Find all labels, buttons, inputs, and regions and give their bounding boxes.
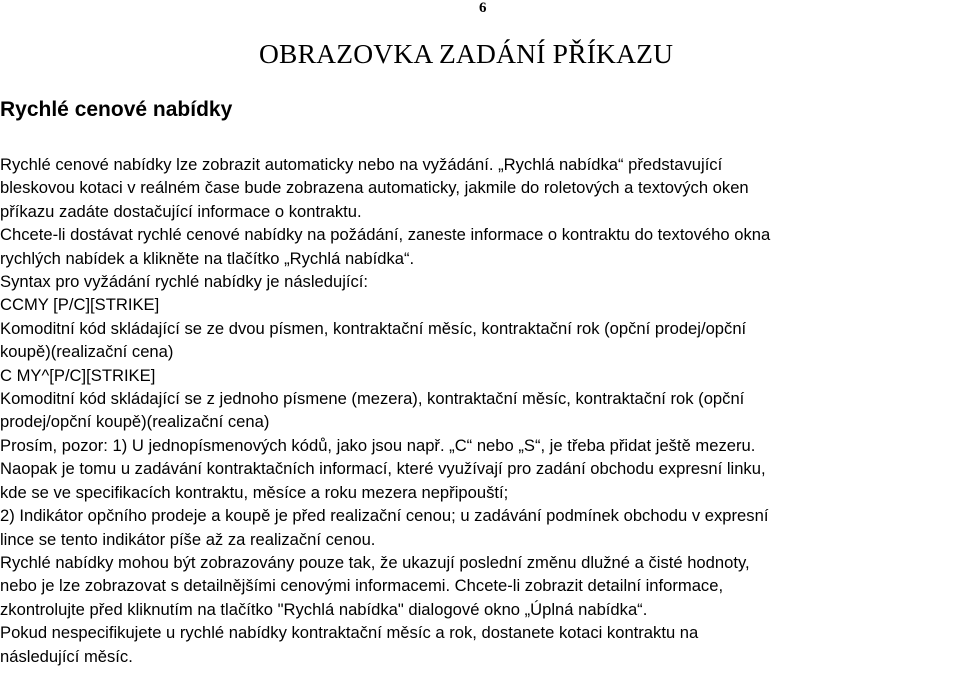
text-line: kde se ve specifikacích kontraktu, měsíce a roku mezera nepřipouští; xyxy=(0,482,509,502)
text-line: Komoditní kód skládající se z jednoho písmene (mezera), kontraktační měsíc, kontraktační rok (opční xyxy=(0,389,745,409)
text-line: koupě)(realizační cena) xyxy=(0,342,174,362)
text-line: prodej/opční koupě)(realizační cena) xyxy=(0,412,270,432)
body-text xyxy=(0,153,960,668)
text-line: bleskovou kotaci v reálném čase bude zobrazena automaticky, jakmile do roletových a textových oken xyxy=(0,178,749,198)
text-line: CCMY [P/C][STRIKE] xyxy=(0,295,160,315)
text-line: Naopak je tomu u zadávání kontraktačních informací, které využívají pro zadání obchodu expresní linku, xyxy=(0,459,766,479)
text-line: Komoditní kód skládající se ze dvou písmen, kontraktační měsíc, kontraktační rok (opční prodej/opční xyxy=(0,318,747,338)
text-line: lince se tento indikátor píše až za realizační cenou. xyxy=(0,529,376,549)
text-line: Pokud nespecifikujete u rychlé nabídky kontraktační měsíc a rok, dostanete kotaci kontraktu na xyxy=(0,623,699,643)
text-line: rychlých nabídek a klikněte na tlačítko „Rychlá nabídka“. xyxy=(0,248,415,268)
text-line: 2) Indikátor opčního prodeje a koupě je před realizační cenou; u zadávání podmínek obchodu v expresní xyxy=(0,506,769,526)
text-line: Rychlé nabídky mohou být zobrazovány pouze tak, že ukazují poslední změnu dlužné a čisté hodnoty, xyxy=(0,552,750,572)
text-line: Chcete-li dostávat rychlé cenové nabídky na požádání, zaneste informace o kontraktu do textového okna xyxy=(0,225,771,245)
text-line: nebo je lze zobrazovat s detailnějšími cenovými informacemi. Chcete-li zobrazit detailní informace, xyxy=(0,576,724,596)
text-line: C MY^[P/C][STRIKE] xyxy=(0,365,156,385)
text-line: Prosím, pozor: 1) U jednopísmenových kódů, jako jsou např. „C“ nebo „S“, je třeba přidat ještě mezeru. xyxy=(0,435,756,455)
chapter-title: OBRAZOVKA ZADÁNÍ PŘÍKAZU xyxy=(259,38,674,69)
section-title: Rychlé cenové nabídky xyxy=(0,98,233,121)
page-number: 6 xyxy=(479,0,487,16)
text-line: Rychlé cenové nabídky lze zobrazit automaticky nebo na vyžádání. „Rychlá nabídka“ představující xyxy=(0,155,723,174)
text-line: zkontrolujte před kliknutím na tlačítko "Rychlá nabídka" dialogové okno „Úplná nabídka“. xyxy=(0,599,648,619)
text-line: příkazu zadáte dostačující informace o kontraktu. xyxy=(0,201,362,221)
text-line: Syntax pro vyžádání rychlé nabídky je následující: xyxy=(0,272,369,292)
text-line: následující měsíc. xyxy=(0,646,133,666)
